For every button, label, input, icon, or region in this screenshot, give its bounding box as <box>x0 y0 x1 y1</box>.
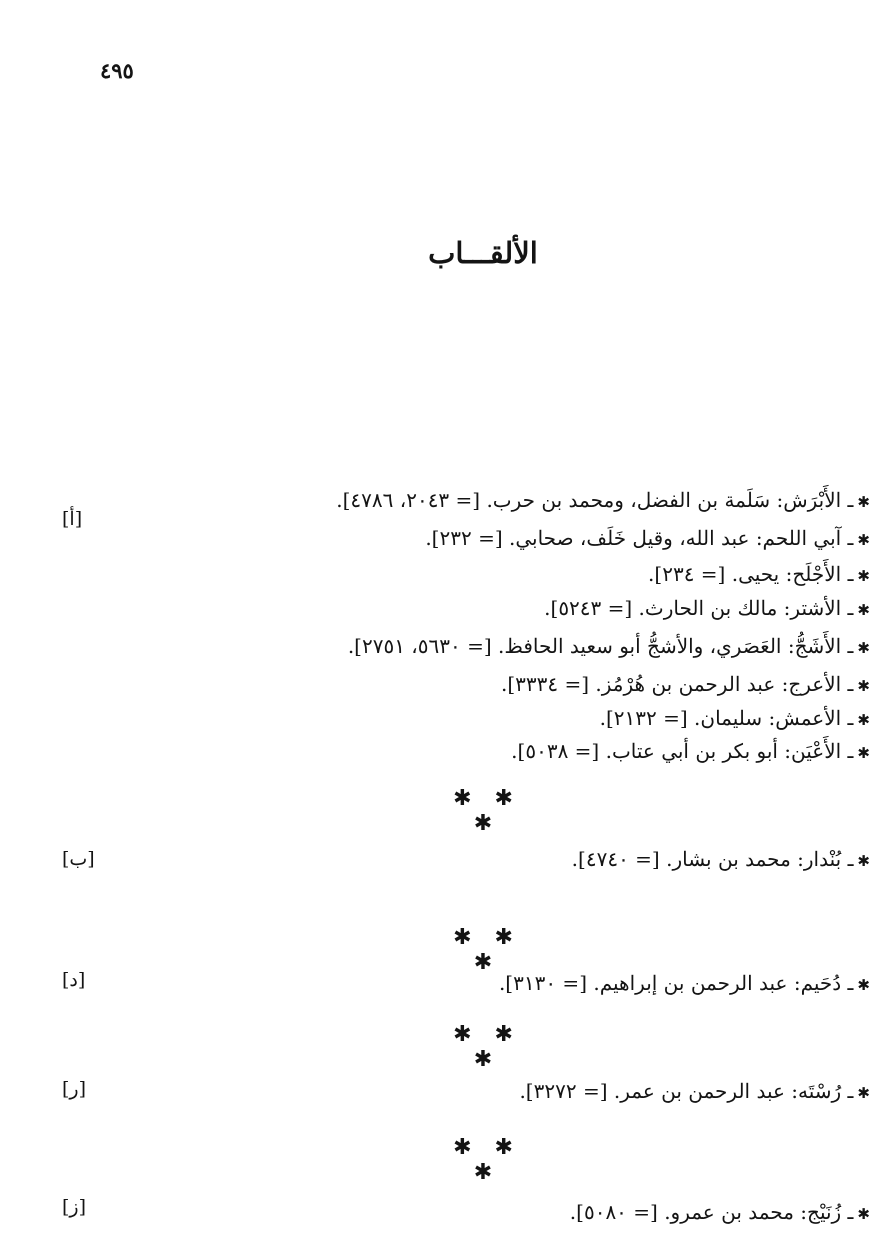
entry-abi-al-lahm <box>425 524 870 554</box>
bullet-star-icon: ✱ <box>857 601 870 619</box>
bullet-star-icon: ✱ <box>857 744 870 762</box>
section-mark-zay: [ز] <box>62 1196 87 1218</box>
entry-text: ـ الأَجْلَح: يحيى. [= ٢٣٤]. <box>648 562 854 586</box>
entry-text: ـ الأَبْرَش: سَلَمة بن الفضل، ومحمد بن حرب. [= ٢٠٤٣، ٤٧٨٦]. <box>336 488 854 512</box>
section-mark-ba: [ب] <box>62 848 95 870</box>
entry-amash <box>600 704 870 734</box>
section-divider: ✱ ✱ ✱ <box>453 925 521 975</box>
entry-text: ـ الأَشَجُّ: العَصَري، والأشجُّ أبو سعيد الحافظ. [= ٥٦٣٠، ٢٧٥١]. <box>347 634 854 658</box>
entry-ashtar <box>544 594 870 624</box>
entry-zunayj <box>570 1198 870 1228</box>
entry-ashajj <box>348 632 870 662</box>
bullet-star-icon: ✱ <box>857 639 870 657</box>
section-divider: ✱ ✱ ✱ <box>453 1022 521 1072</box>
entry-ajlah <box>648 560 870 590</box>
page-title: الألقـــاب <box>428 236 538 270</box>
entry-text: ـ آبي اللحم: عبد الله، وقيل خَلَف، صحابي. [= ٢٣٢]. <box>425 526 854 550</box>
bullet-star-icon: ✱ <box>857 1084 870 1102</box>
bullet-star-icon: ✱ <box>857 493 870 511</box>
entry-text: ـ الأعمش: سليمان. [= ٢١٣٢]. <box>599 706 854 730</box>
section-divider: ✱ ✱ ✱ <box>453 786 521 836</box>
section-mark-ra: [ر] <box>62 1078 87 1100</box>
entry-text: ـ زُنَيْج: محمد بن عمرو. [= ٥٠٨٠]. <box>569 1200 854 1224</box>
bullet-star-icon: ✱ <box>857 567 870 585</box>
section-mark-alif: [أ] <box>62 508 83 530</box>
entry-text: ـ الأَعْيَن: أبو بكر بن أبي عتاب. [= ٥٠٣٨]. <box>511 739 854 763</box>
bullet-star-icon: ✱ <box>857 852 870 870</box>
entry-araj <box>501 670 870 700</box>
bullet-star-icon: ✱ <box>857 711 870 729</box>
entry-text: ـ رُسْتَه: عبد الرحمن بن عمر. [= ٣٢٧٢]. <box>519 1079 854 1103</box>
entry-rustah <box>519 1077 870 1107</box>
section-mark-dal: [د] <box>62 969 86 991</box>
section-divider: ✱ ✱ ✱ <box>453 1135 521 1185</box>
bullet-star-icon: ✱ <box>857 1205 870 1223</box>
entry-bundar <box>572 845 870 875</box>
bullet-star-icon: ✱ <box>857 976 870 994</box>
entry-duhaym <box>499 969 870 999</box>
bullet-star-icon: ✱ <box>857 531 870 549</box>
entry-text: ـ الأشتر: مالك بن الحارث. [= ٥٢٤٣]. <box>544 596 854 620</box>
page-number: ٤٩٥ <box>100 58 134 83</box>
entry-ayan <box>511 737 870 767</box>
entry-text: ـ دُحَيم: عبد الرحمن بن إبراهيم. [= ٣١٣٠]. <box>498 971 854 995</box>
entry-abrash <box>336 486 870 516</box>
entry-text: ـ بُنْدار: محمد بن بشار. [= ٤٧٤٠]. <box>571 847 854 871</box>
entry-text: ـ الأعرج: عبد الرحمن بن هُرْمُز. [= ٣٣٣٤]. <box>500 672 854 696</box>
bullet-star-icon: ✱ <box>857 677 870 695</box>
